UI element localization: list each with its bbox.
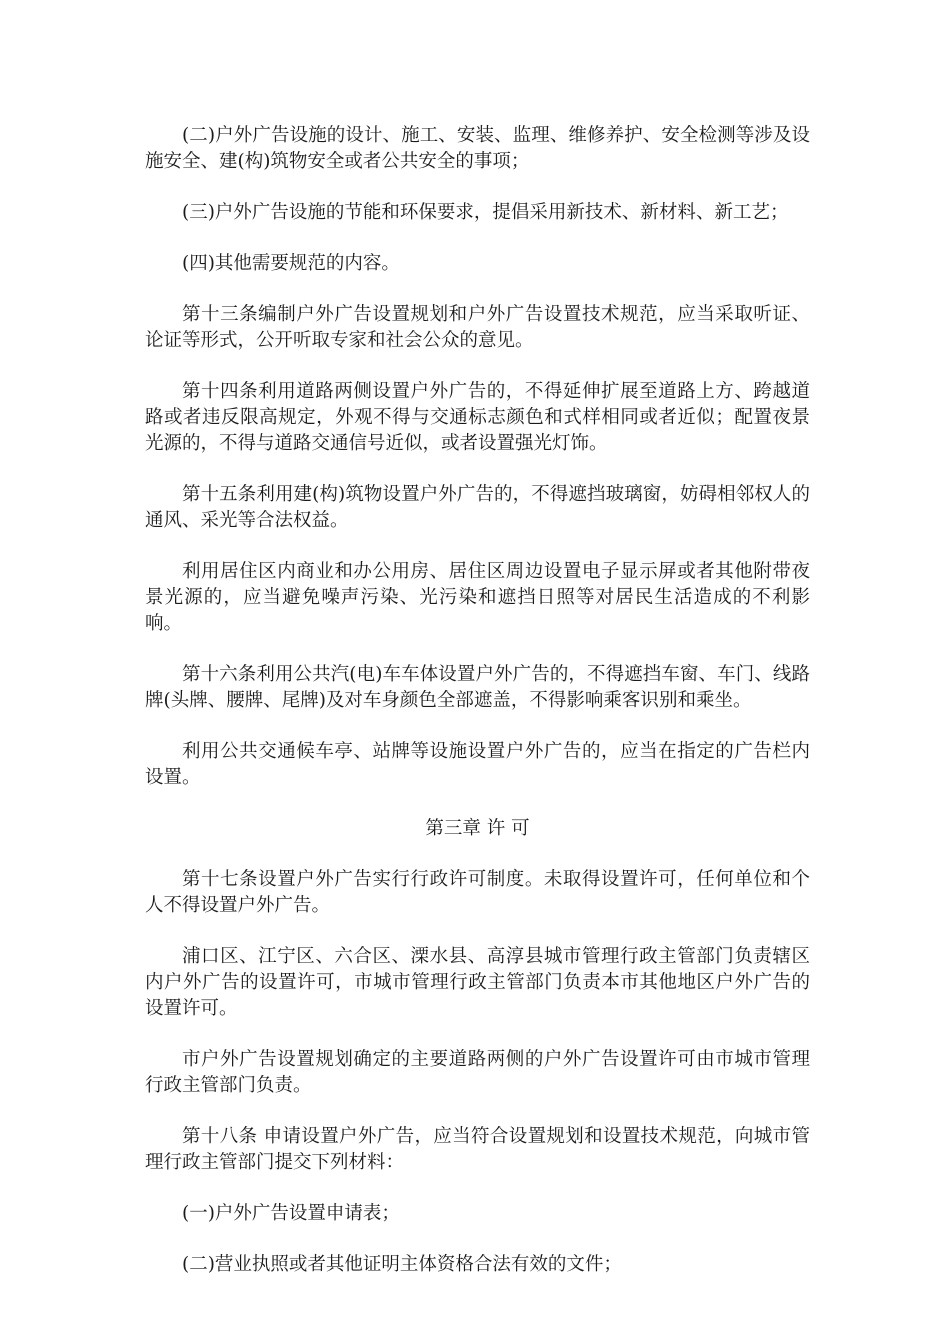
paragraph-article-18: 第十八条 申请设置户外广告，应当符合设置规划和设置技术规范，向城市管理行政主管部门提交下列材料： — [145, 1126, 810, 1173]
paragraph-item-4-other: (四)其他需要规范的内容。 — [182, 253, 400, 274]
document-body — [145, 123, 810, 1303]
paragraph-article-17: 第十七条设置户外广告实行行政许可制度。未取得设置许可，任何单位和个人不得设置户外广告。 — [145, 869, 810, 916]
paragraph-article-14: 第十四条利用道路两侧设置户外广告的，不得延伸扩展至道路上方、跨越道路或者违反限高规定，外观不得与交通标志颜色和式样相同或者近似；配置夜景光源的，不得与道路交通信号近似，或者设置强光灯饰。 — [145, 381, 810, 454]
paragraph-item-3-energy: (三)户外广告设施的节能和环保要求，提倡采用新技术、新材料、新工艺； — [182, 202, 789, 223]
paragraph-article-16: 第十六条利用公共汽(电)车车体设置户外广告的，不得遮挡车窗、车门、线路牌(头牌、腰牌、尾牌)及对车身颜色全部遮盖，不得影响乘客识别和乘坐。 — [145, 664, 810, 711]
paragraph-main-roads: 市户外广告设置规划确定的主要道路两侧的户外广告设置许可由市城市管理行政主管部门负责。 — [145, 1049, 810, 1096]
paragraph-material-1: (一)户外广告设置申请表； — [182, 1203, 400, 1224]
chapter-heading: 第三章 许 可 — [425, 818, 530, 839]
paragraph-bus-shelter: 利用公共交通候车亭、站牌等设施设置户外广告的，应当在指定的广告栏内设置。 — [145, 741, 810, 788]
paragraph-article-15: 第十五条利用建(构)筑物设置户外广告的，不得遮挡玻璃窗，妨碍相邻权人的通风、采光等合法权益。 — [145, 484, 810, 531]
paragraph-residential: 利用居住区内商业和办公用房、居住区周边设置电子显示屏或者其他附带夜景光源的，应当避免噪声污染、光污染和遮挡日照等对居民生活造成的不利影响。 — [145, 561, 810, 634]
paragraph-material-2: (二)营业执照或者其他证明主体资格合法有效的文件； — [182, 1254, 622, 1275]
paragraph-district-permits: 浦口区、江宁区、六合区、溧水县、高淳县城市管理行政主管部门负责辖区内户外广告的设置许可，市城市管理行政主管部门负责本市其他地区户外广告的设置许可。 — [145, 946, 810, 1019]
paragraph-article-13: 第十三条编制户外广告设置规划和户外广告设置技术规范，应当采取听证、论证等形式，公开听取专家和社会公众的意见。 — [145, 304, 810, 351]
paragraph-item-2-design: (二)户外广告设施的设计、施工、安装、监理、维修养护、安全检测等涉及设施安全、建(构)筑物安全或者公共安全的事项； — [145, 125, 810, 172]
